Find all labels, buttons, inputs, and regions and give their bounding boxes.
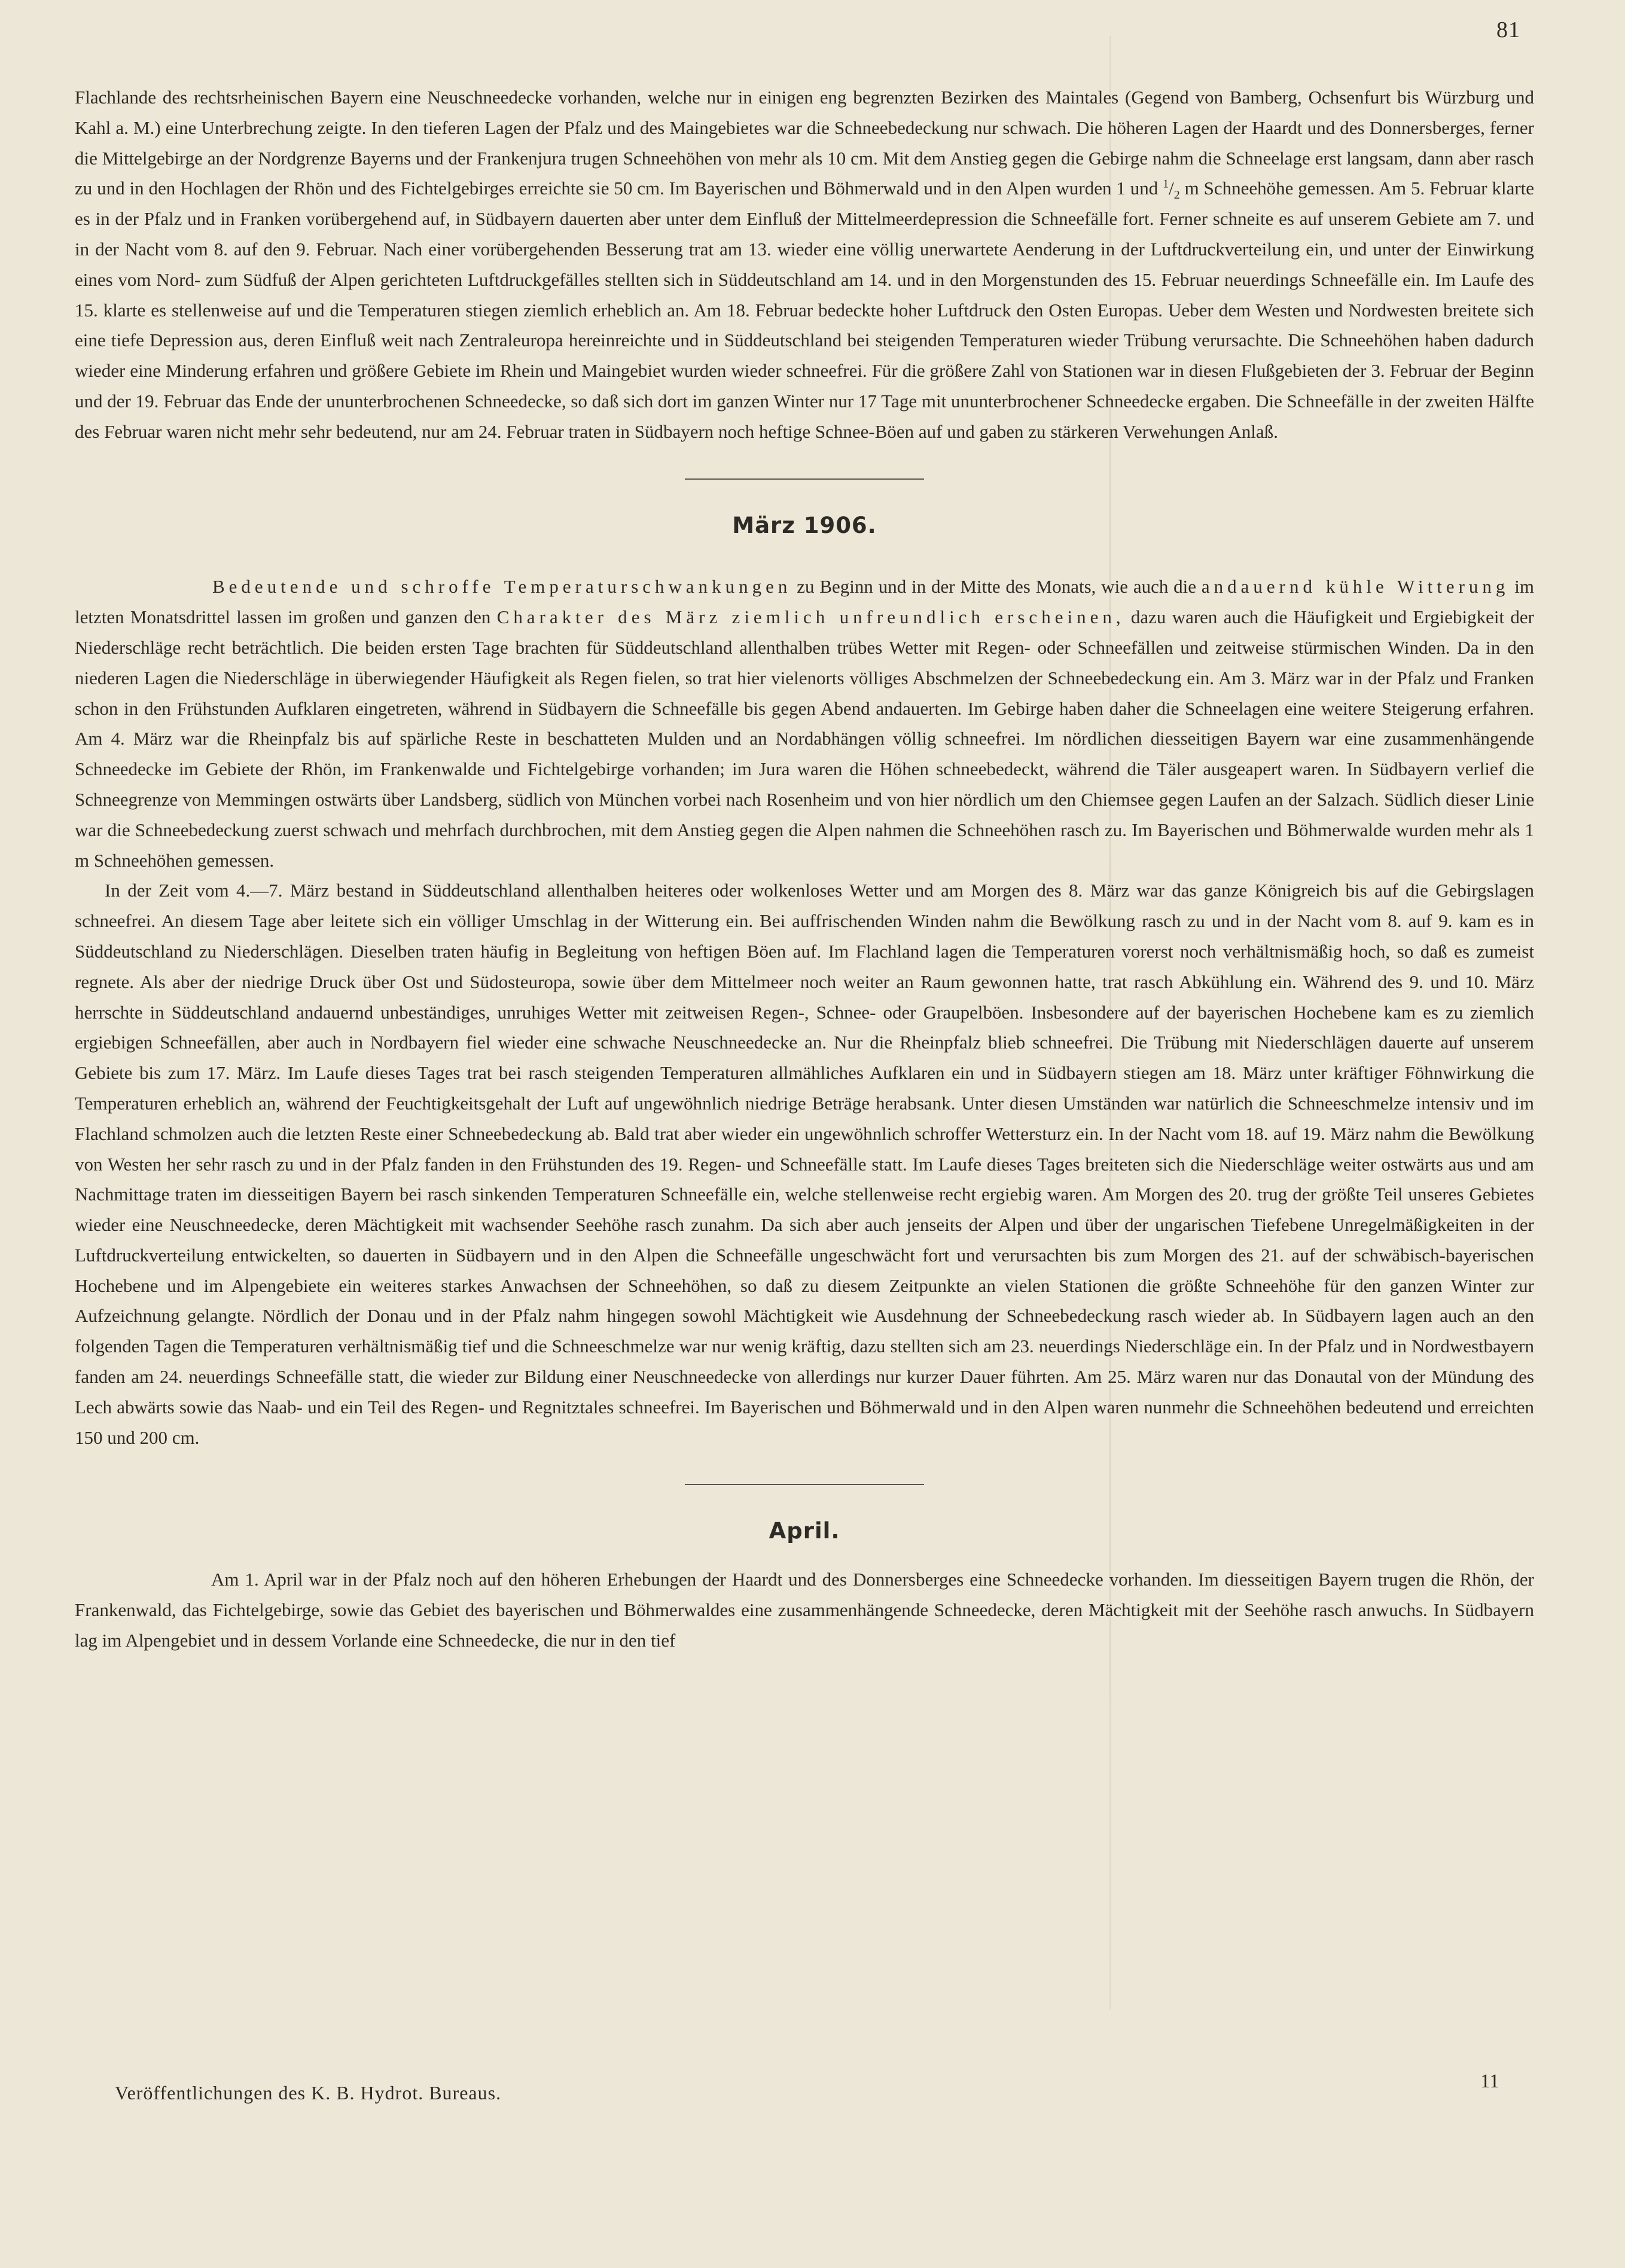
spaced-emphasis: andauernd kühle Witterung	[1201, 576, 1510, 598]
fraction-denominator: 2	[1173, 188, 1180, 202]
section-heading-maerz: März 1906.	[732, 512, 877, 538]
section-divider	[685, 1484, 924, 1485]
paragraph-text: zu Beginn und in der Mitte des Monats, wie auch die	[791, 576, 1202, 598]
spaced-emphasis: Bedeutende und schroffe Temperaturschwankungen	[212, 576, 792, 598]
fraction: $^1/_2$	[1163, 178, 1180, 202]
paragraph-text: dazu waren auch die Häufigkeit und Ergiebigkeit der Niederschläge recht beträchtlich. Die beiden ersten Tage brachten für Süddeutschland allenthalben trübes Wetter mit Regen- oder Schneefällen und zeitweise stürmischen Winden. Da in den niederen Lagen die Niederschläge in überwiegender Häufigkeit als Regen fielen, so trat hier vielenorts völliges Abschmelzen der Schneebedeckung ein. Am 3. März war in der Pfalz und Franken schon in den Frühstunden Aufklaren eingetreten, während in Südbayern die Schneefälle bis gegen Abend andauerten. Im Gebirge haben daher die Schneelagen eine weitere Steigerung erfahren. Am 4. März war die Rheinpfalz bis auf spärliche Reste in beschatteten Mulden und an Nordabhängen völlig schneefrei. Im nördlichen diesseitigen Bayern war eine zusammenhängende Schneedecke im Gebiete der Rhön, im Frankenwalde und Fichtelgebirge vorhanden; im Jura waren die Höhen schneebedeckt, während die Täler ausgeapert waren. In Südbayern verlief die Schneegrenze von Memmingen ostwärts über Landsberg, südlich von München vorbei nach Rosenheim und von hier nördlich um den Chiemsee gegen Laufen an der Salzach. Südlich dieser Linie war die Schneebedeckung zuerst schwach und mehrfach durchbrochen, mit dem Anstieg gegen die Alpen nahmen die Schneehöhen rasch zu. Im Bayerischen und Böhmerwalde wurden mehr als 1 m Schneehöhen gemessen.	[75, 606, 1534, 871]
spaced-emphasis: Charakter des März ziemlich unfreundlich erscheinen,	[496, 606, 1125, 628]
section-heading-april: April.	[769, 1518, 840, 1544]
intro-text: Flachlande des rechtsrheinischen Bayern eine Neuschneedecke vorhanden, welche nur in einigen eng begrenzten Bezirken des Maintales (Gegend von Bamberg, Ochsenfurt bis Würzburg und Kahl a. M.) eine Unterbrechung zeigte. In den tieferen Lagen der Pfalz und des Maingebietes war die Schneebedeckung nur schwach. Die höheren Lagen der Haardt und des Donnersberges, ferner die Mittelgebirge an der Nordgrenze Bayerns und der Frankenjura trugen Schneehöhen von mehr als 10 cm. Mit dem Anstieg gegen die Gebirge nahm die Schneelage erst langsam, dann aber rasch zu und in den Hochlagen der Rhön und des Fichtelgebirges erreichte sie 50 cm. Im Bayerischen und Böhmerwald und in den Alpen wurden 1 und	[75, 87, 1534, 199]
section-divider	[685, 478, 924, 480]
footer-signature: 11	[1480, 2071, 1499, 2092]
intro-text-continued: m Schneehöhe gemessen. Am 5. Februar klarte es in der Pfalz und in Franken vorübergehend auf, in Südbayern dauerten aber unter dem Einfluß der Mittelmeerdepression die Schneefälle fort. Ferner schneite es auf unserem Gebiete am 7. und in der Nacht vom 8. auf den 9. Februar. Nach einer vorübergehenden Besserung trat am 13. wieder eine völlig unerwartete Aenderung in der Luftdruckverteilung ein, und unter der Einwirkung eines vom Nord- zum Südfuß der Alpen gerichteten Luftdruckgefälles stellten sich in Süddeutschland am 14. und in den Morgenstunden des 15. Februar neuerdings Schneefälle ein. Im Laufe des 15. klarte es stellenweise auf und die Temperaturen stiegen ziemlich erheblich an. Am 18. Februar bedeckte hoher Luftdruck den Osten Europas. Ueber dem Westen und Nordwesten breitete sich eine tiefe Depression aus, deren Einfluß weit nach Zentraleuropa hereinreichte und in Süddeutschland bei steigenden Temperaturen wieder Trübung verursachte. Die Schneehöhen haben dadurch wieder eine Minderung erfahren und größere Gebiete im Rhein und Maingebiet wurden wieder schneefrei. Für die größere Zahl von Stationen war in diesen Flußgebieten der 3. Februar der Beginn und der 19. Februar das Ende der ununterbrochenen Schneedecke, so daß sich dort im ganzen Winter nur 17 Tage mit ununterbrochener Schneedecke ergaben. Die Schneefälle in der zweiten Hälfte des Februar waren nicht mehr sehr bedeutend, nur am 24. Februar traten in Südbayern noch heftige Schnee-Böen auf und gaben zu stärkeren Verwehungen Anlaß.	[75, 178, 1535, 442]
april-paragraph-1: Am 1. April war in der Pfalz noch auf den höheren Erhebungen der Haardt und des Donnersberges eine Schneedecke vorhanden. Im diesseitigen Bayern trugen die Rhön, der Frankenwald, das Fichtelgebirge, sowie das Gebiet des bayerischen und Böhmerwaldes eine zusammenhängende Schneedecke, deren Mächtigkeit mit der Seehöhe rasch anwuchs. In Südbayern lag im Alpengebiet und in dessem Vorlande eine Schneedecke, die nur in den tief	[75, 1569, 1534, 1651]
intro-paragraph	[75, 83, 1534, 447]
fraction-numerator: 1	[1163, 178, 1169, 191]
maerz-paragraph-2: In der Zeit vom 4.—7. März bestand in Süddeutschland allenthalben heiteres oder wolkenloses Wetter und am Morgen des 8. März war das ganze Königreich bis auf die Gebirgslagen schneefrei. An diesem Tage aber leitete sich ein völliger Umschlag in der Witterung ein. Bei auffrischenden Winden nahm die Bewölkung rasch zu und in der Nacht vom 8. auf 9. kam es in Süddeutschland zu Niederschlägen. Dieselben traten häufig in Begleitung von heftigen Böen auf. Im Flachland lagen die Temperaturen vorerst noch verhältnismäßig hoch, so daß es zumeist regnete. Als aber der niedrige Druck über Ost und Südosteuropa, sowie über dem Mittelmeer noch weiter an Raum gewonnen hatte, trat rasch Abkühlung ein. Während des 9. und 10. März herrschte in Süddeutschland andauernd unbeständiges, unruhiges Wetter mit zeitweisen Regen-, Schnee- oder Graupelböen. Insbesondere auf der bayerischen Hochebene kam es zu ziemlich ergiebigen Schneefällen, aber auch in Nordbayern fiel wieder eine schwache Neuschneedecke an. Nur die Rheinpfalz blieb schneefrei. Die Trübung mit Niederschlägen dauerte auf unserem Gebiete bis zum 17. März. Im Laufe dieses Tages trat bei rasch steigenden Temperaturen allmähliches Aufklaren ein und in Südbayern stiegen am 18. März unter kräftiger Föhnwirkung die Temperaturen erheblich an, während der Feuchtigkeitsgehalt der Luft auf ungewöhnlich niedrige Beträge herabsank. Unter diesen Umständen war natürlich die Schneeschmelze intensiv und im Flachland schmolzen auch die letzten Reste einer Schneebedeckung ab. Bald trat aber wieder ein ungewöhnlich schroffer Wettersturz ein. In der Nacht vom 18. auf 19. März nahm die Bewölkung von Westen her sehr rasch zu und in der Pfalz fanden in den Frühstunden des 19. Regen- und Schneefälle statt. Im Laufe dieses Tages breiteten sich die Niederschläge weiter ostwärts aus und am Nachmittage traten im diesseitigen Bayern bei rasch sinkenden Temperaturen Schneefälle ein, welche stellenweise recht ergiebig waren. Am Morgen des 20. trug der größte Teil unseres Gebietes wieder eine Neuschneedecke, deren Mächtigkeit mit wachsender Seehöhe rasch zunahm. Da sich aber auch jenseits der Alpen und über der ungarischen Tiefebene Unregelmäßigkeiten in der Luftdruckverteilung entwickelten, so dauerten in Südbayern und in den Alpen die Schneefälle ungeschwächt fort und verursachten bis zum Morgen des 21. auf der schwäbisch-bayerischen Hochebene und im Alpengebiete ein weiteres starkes Anwachsen der Schneehöhen, so daß zu diesem Zeitpunkte an vielen Stationen die größte Schneehöhe für den ganzen Winter zur Aufzeichnung gelangte. Nördlich der Donau und in der Pfalz nahm hingegen sowohl Mächtigkeit wie Ausdehnung der Schneebedeckung rasch wieder ab. In Südbayern lagen auch an den folgenden Tagen die Temperaturen verhältnismäßig tief und die Schneeschmelze war nur wenig kräftig, dazu stellten sich am 23. neuerdings Niederschläge ein. In der Pfalz und in Nordwestbayern fanden am 24. neuerdings Schneefälle statt, die wieder zur Bildung einer Neuschneedecke von allerdings nur kurzer Dauer führten. Am 25. März waren nur das Donautal von der Mündung des Lech abwärts sowie das Naab- und ein Teil des Regen- und Regnitztales schneefrei. Im Bayerischen und Böhmerwald und in den Alpen waren nunmehr die Schneehöhen bedeutend und erreichten 150 und 200 cm.	[75, 880, 1534, 1448]
body-text	[75, 83, 1534, 1656]
paragraph-text: im letzten Monatsdrittel lassen im großen und ganzen den	[75, 576, 1534, 628]
page-number: 81	[1496, 17, 1520, 42]
maerz-paragraph-1	[75, 572, 1534, 876]
footer-publisher: Veröffentlichungen des K. B. Hydrot. Bureaus.	[115, 2082, 502, 2104]
